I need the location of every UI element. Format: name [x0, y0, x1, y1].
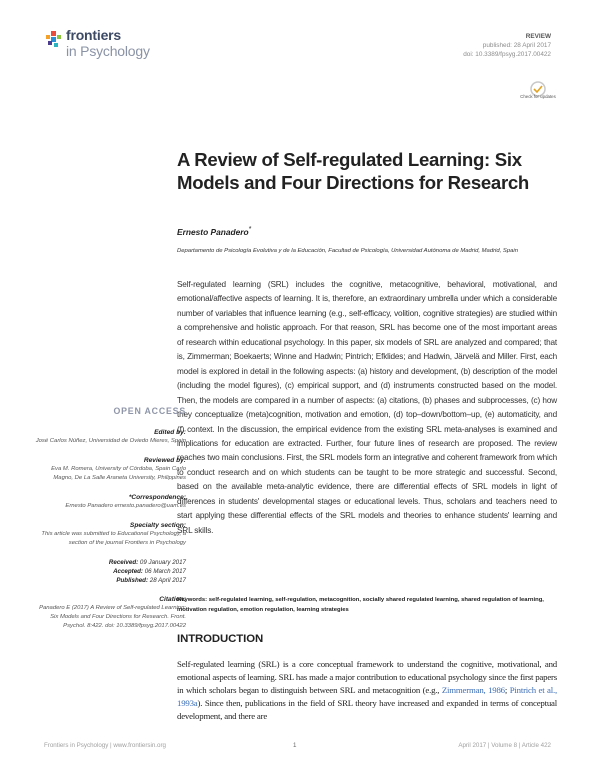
author-affiliation: Departamento de Psicología Evolutiva y de la Educación, Facultad de Psicología, Universidad Autónoma de Madrid, Madrid, Spain: [177, 248, 518, 254]
abstract: Self-regulated learning (SRL) includes the cognitive, metacognitive, behavioral, motivational, and emotional/affective aspects of learning. It is, therefore, an extraordinary umbrella under which a considerable number of variables that influence learning (e.g., self-efficacy, volition, cognitive strategies) are studied within a comprehensive and holistic approach. For that reason, SRL has become one of the most important areas of research within educational psychology. In this paper, six models of SRL are analyzed and compared; that is, Zimmerman; Boekaerts; Winne and Hadwin; Pintrich; Efklides; and Hadwin, Järvelä and Miller. First, each model is explored in detail in the following aspects: (a) history and development, (b) description of the model (including the model figures), (c) empirical support, and (d) instruments constructed based on the model. Then, the models are compared in a number of aspects: (a) citations, (b) phases and subprocesses, (c) how they conceptualize (meta)cognition, motivation and emotion, (d) top–down/bottom–up, (e) automaticity, and (f) context. In the discussion, the empirical evidence from the existing SRL meta-analyses is examined and implications for education are extracted. Further, four future lines of research are proposed. The review reaches two main conclusions. First, the SRL models form an integrative and coherent framework from which to conduct research and on which students can be taught to be more strategic and successful. Second, based on the available meta-analytic evidence, there are differential effects of SRL models in light of differences in students' developmental stages or educational levels. Thus, scholars and teachers need to start applying these differential effects of the SRL models and theories to enhance students' learning and SRL skills.: [177, 280, 557, 535]
footer-volume: April 2017 | Volume 8 | Article 422: [458, 742, 551, 749]
intro-text-1: Self-regulated learning (SRL) is a core conceptual framework to understand the cognitive, motivational, and emotional aspects of learning. SRL has made a major contribution to educational psychology since the first papers in which scholars began to distinguish between SRL and metacognition (e.g.,: [177, 659, 557, 696]
article-type: REVIEW: [525, 33, 551, 40]
journal-logo[interactable]: [66, 28, 150, 58]
published-label: Published:: [116, 577, 149, 584]
author-name[interactable]: [177, 226, 251, 237]
correspondence-label: *Correspondence:: [128, 494, 186, 501]
article-sidebar: [30, 406, 186, 641]
author-text: Ernesto Panadero: [177, 226, 249, 237]
specialty-section: This article was submitted to Educational Psychology, a section of the journal Frontiers in Psychology: [41, 531, 186, 546]
citation-label: Citation:: [159, 596, 186, 603]
section-heading-introduction: INTRODUCTION: [177, 633, 264, 645]
intro-text-2: ;: [504, 685, 510, 696]
correspondence[interactable]: Ernesto Panadero ernesto.panadero@uam.es: [65, 503, 186, 509]
crossmark-label: Check for updates: [520, 94, 556, 99]
article-title: A Review of Self-regulated Learning: Six Models and Four Directions for Research: [177, 149, 529, 193]
keywords-list: self-regulated learning, self-regulation, metacognition, socially shared regulated learning, shared regulation of learning, motivation regulation, emotion regulation, learning strategies: [177, 597, 544, 613]
published-date-sidebar: [30, 576, 186, 585]
accepted-label: Accepted:: [113, 568, 143, 575]
citation-link[interactable]: Pintrich et al., 1993a: [177, 685, 557, 709]
citation-link[interactable]: Zimmerman, 1986: [441, 685, 505, 696]
received-label: Received:: [108, 559, 139, 566]
received-date: [30, 558, 186, 567]
frontiers-logo-icon: [44, 29, 64, 49]
keywords: [177, 595, 557, 615]
published-date: published: 28 April 2017: [482, 42, 551, 49]
logo-line-1: frontiers: [66, 27, 121, 43]
edited-by[interactable]: José Carlos Núñez, Universidad de Oviedo Mieres, Spain: [35, 438, 186, 444]
crossmark-icon[interactable]: [525, 80, 551, 106]
introduction-paragraph: [177, 658, 557, 723]
author-mark: *: [248, 226, 252, 233]
intro-text-3: ). Since then, publications in the field of SRL theory have increased and expanded in terms of conceptual development, and there are: [177, 698, 557, 722]
received-value: 09 January 2017: [139, 559, 186, 566]
published-value: 28 April 2017: [149, 577, 186, 584]
reviewed-by[interactable]: Eva M. Romera, University of Córdoba, Spain Carlo Magno, De La Salle Araneta University, Philippines: [51, 466, 186, 481]
citation[interactable]: Panadero E (2017) A Review of Self-regulated Learning: Six Models and Four Directions for Research. Front. Psychol. 8:422. doi: 10.3389/fpsyg.2017.00422: [39, 605, 186, 629]
open-access-badge: OPEN ACCESS: [113, 406, 186, 416]
footer-journal[interactable]: Frontiers in Psychology | www.frontiersin.org: [44, 742, 166, 749]
specialty-label: Specialty section:: [129, 522, 186, 529]
article-doi[interactable]: doi: 10.3389/fpsyg.2017.00422: [463, 51, 551, 58]
edited-by-label: Edited by:: [154, 429, 186, 436]
accepted-value: 06 March 2017: [144, 568, 186, 575]
reviewed-by-label: Reviewed by:: [143, 457, 186, 464]
keywords-label: Keywords:: [177, 597, 208, 603]
logo-line-2: in Psychology: [66, 43, 150, 59]
article-meta: [463, 32, 551, 59]
accepted-date: [30, 567, 186, 576]
article-dates: [30, 558, 186, 585]
page-number: 1: [293, 742, 297, 749]
